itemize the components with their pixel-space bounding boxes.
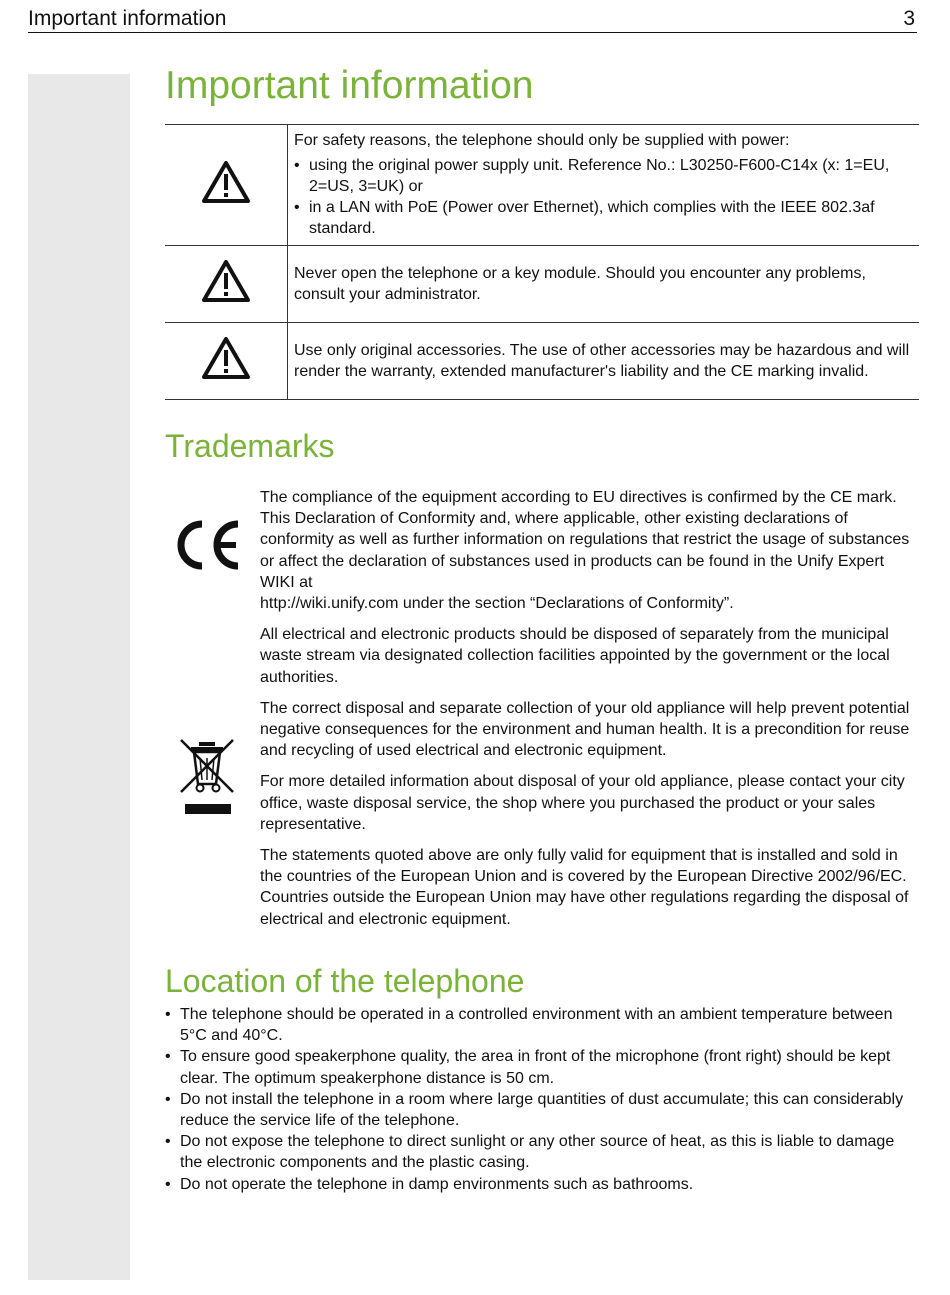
list-item: • The telephone should be operated in a controlled environment with an ambient temperature between 5°C and 40°C. <box>165 1004 917 1046</box>
trademark-paragraph <box>260 487 912 614</box>
safety-notice-table <box>165 124 919 400</box>
list-item: • in a LAN with PoE (Power over Ethernet), which complies with the IEEE 802.3af standard. <box>294 197 914 239</box>
notice-text: Use only original accessories. The use of other accessories may be hazardous and will render the warranty, extended manufacturer's liability and the CE marking invalid. <box>294 341 910 380</box>
notice-text: Never open the telephone or a key module. Should you encounter any problems, consult your administrator. <box>294 264 866 303</box>
running-header-title: Important information <box>28 7 227 30</box>
ce-mark-icon <box>170 518 242 572</box>
notice-intro: For safety reasons, the telephone should only be supplied with power: <box>294 132 790 149</box>
notice-text-cell <box>288 246 920 323</box>
warning-icon <box>201 160 251 204</box>
notice-row <box>165 246 919 323</box>
ce-declaration-text: The compliance of the equipment according to EU directives is confirmed by the CE mark. This Declaration of Conformity and, where applicable, other existing declarations of conformity as well as further information on regulations that restrict the usage of substances or affect the declaration of substances used in products can be found in the Unify Expert WIKI at <box>260 489 910 591</box>
location-list <box>165 1004 917 1195</box>
trademark-paragraph: All electrical and electronic products should be disposed of separately from the municipal waste stream via designated collection facilities appointed by the government or the local authorities. <box>260 626 890 686</box>
list-item: • To ensure good speakerphone quality, the area in front of the microphone (front right) should be kept clear. The optimum speakerphone distance is 50 cm. <box>165 1046 917 1088</box>
trademark-paragraph: The correct disposal and separate collection of your old appliance will help prevent potential negative consequences for the environment and human health. It is a precondition for reuse and recycling of used electrical and electronic equipment. <box>260 699 910 760</box>
page-number: 3 <box>903 7 915 30</box>
notice-icon-cell <box>165 323 288 400</box>
trademarks-text <box>260 487 912 940</box>
notice-bullets <box>294 155 914 239</box>
list-item: • Do not install the telephone in a room where large quantities of dust accumulate; this can considerably reduce the service life of the telephone. <box>165 1089 917 1131</box>
notice-row <box>165 323 919 400</box>
location-heading: Location of the telephone <box>165 963 525 999</box>
wiki-reference-text: http://wiki.unify.com under the section “Declarations of Conformity”. <box>260 595 734 613</box>
warning-icon <box>201 336 251 380</box>
notice-text-cell <box>288 323 920 400</box>
trademark-paragraph: The statements quoted above are only fully valid for equipment that is installed and sold in the countries of the European Union and is covered by the European Directive 2002/96/EC. Countries outside the European Union may have other regulations regarding the disposal of electrical and electronic equipment. <box>260 847 909 928</box>
notice-icon-cell <box>165 246 288 323</box>
page-title: Important information <box>165 64 534 107</box>
list-item: • Do not expose the telephone to direct sunlight or any other source of heat, as this is liable to damage the electronic components and the plastic casing. <box>165 1131 917 1173</box>
warning-icon <box>201 259 251 303</box>
page-header <box>28 4 917 33</box>
list-item: • Do not operate the telephone in damp environments such as bathrooms. <box>165 1174 917 1195</box>
notice-icon-cell <box>165 125 288 246</box>
list-item: • using the original power supply unit. Reference No.: L30250-F600-C14x (x: 1=EU, 2=US, 3=UK) or <box>294 155 914 197</box>
notice-text-cell <box>288 125 920 246</box>
trademarks-heading: Trademarks <box>165 428 335 464</box>
sidebar-band <box>28 74 130 1280</box>
notice-row <box>165 125 919 246</box>
trademark-paragraph: For more detailed information about disposal of your old appliance, please contact your city office, waste disposal service, the shop where you purchased the product or your sales representative. <box>260 773 905 833</box>
weee-bin-icon <box>178 738 236 818</box>
